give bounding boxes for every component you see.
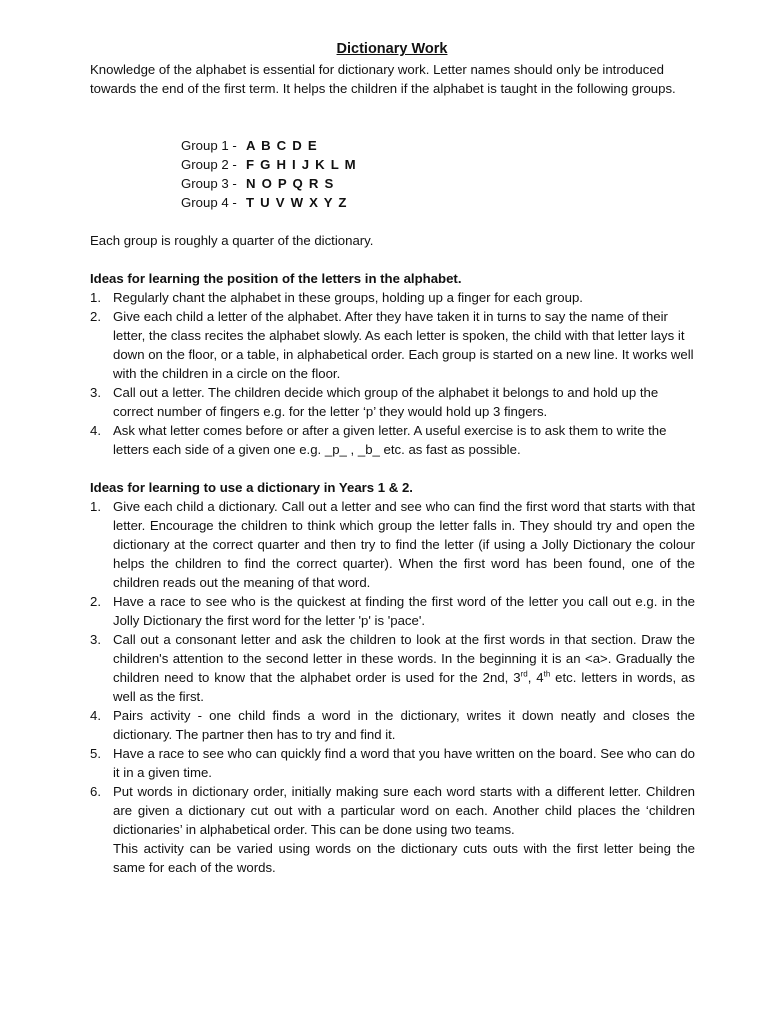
group-letters: A B C D E <box>246 138 318 153</box>
list-item <box>90 630 695 706</box>
section1-heading: Ideas for learning the position of the letters in the alphabet. <box>90 271 462 286</box>
list-item-text: Have a race to see who can quickly find a word that you have written on the board. See who can do it in a given time. <box>113 746 695 780</box>
section2-heading: Ideas for learning to use a dictionary in Years 1 & 2. <box>90 480 413 495</box>
group-row <box>181 174 481 193</box>
page-title: Dictionary Work <box>336 41 448 57</box>
alphabet-groups <box>181 136 481 212</box>
list-item-number: 3. <box>90 632 101 647</box>
list-item <box>90 782 695 877</box>
list-item-number: 4. <box>90 423 101 438</box>
section1-list <box>90 288 695 459</box>
list-item <box>90 383 695 421</box>
superscript-rd: rd <box>520 669 528 679</box>
list-item-text: Have a race to see who is the quickest at finding the first word of the letter you call out e.g. in the Jolly Dictionary the first word for the letter 'p' is 'pace'. <box>113 594 695 628</box>
list-item <box>90 307 695 383</box>
group-letters: T U V W X Y Z <box>246 195 348 210</box>
list-item <box>90 288 695 307</box>
list-item-text: Regularly chant the alphabet in these groups, holding up a finger for each group. <box>113 290 583 305</box>
list-item <box>90 497 695 592</box>
group-label: Group 3 - <box>181 176 237 191</box>
list-item-number: 2. <box>90 594 101 609</box>
list-item <box>90 744 695 782</box>
list-item <box>90 592 695 630</box>
group-label: Group 4 - <box>181 195 237 210</box>
group-row <box>181 155 481 174</box>
list-item <box>90 421 695 459</box>
list-item-text-c: etc. letters in words, as well as the first. <box>113 670 695 704</box>
list-item-text: Call out a letter. The children decide which group of the alphabet it belongs to and hold up the correct number of fingers e.g. for the letter ‘p’ they would hold up 3 fingers. <box>113 385 659 419</box>
list-item-number: 4. <box>90 708 101 723</box>
list-item-number: 6. <box>90 784 101 799</box>
list-item-number: 1. <box>90 499 101 514</box>
list-item-text: Ask what letter comes before or after a given letter. A useful exercise is to ask them to write the letters each side of a given one e.g. _p_ , _b_ etc. as fast as possible. <box>113 423 667 457</box>
list-item <box>90 706 695 744</box>
summary-paragraph: Each group is roughly a quarter of the dictionary. <box>90 233 374 248</box>
list-item-text: Put words in dictionary order, initially making sure each word starts with a different letter. Children are given a dictionary cut out with a particular word on each. Another child places the ‘children dictionaries’ in alphabetical order. This can be done using two teams. <box>113 784 695 837</box>
list-item-text-a: Call out a consonant letter and ask the children to look at the first words in that section. Draw the children's attention to the second letter in these words. In the beginning it is an <a>. Gradually the children need to know that the alphabet order is used for the 2nd, 3 <box>113 632 695 685</box>
list-item-text-continued: This activity can be varied using words on the dictionary cuts outs with the first letter being the same for each of the words. <box>113 841 695 875</box>
group-letters: N O P Q R S <box>246 176 335 191</box>
list-item-text: Give each child a dictionary. Call out a letter and see who can find the first word that starts with that letter. Encourage the children to think which group the letter falls in. They should try and open the dictionary at the correct quarter and then try to find the letter (if using a Jolly Dictionary the colour helps the children to find the correct quarter). When the first word has been found, one of the children reads out the meaning of that word. <box>113 499 695 590</box>
group-label: Group 1 - <box>181 138 237 153</box>
group-row <box>181 136 481 155</box>
group-row <box>181 193 481 212</box>
group-letters: F G H I J K L M <box>246 157 357 172</box>
intro-paragraph: Knowledge of the alphabet is essential for dictionary work. Letter names should only be introduced towards the end of the first term. It helps the children if the alphabet is taught in the following groups. <box>90 62 676 96</box>
list-item-number: 2. <box>90 309 101 324</box>
list-item-text: Pairs activity - one child finds a word in the dictionary, writes it down neatly and closes the dictionary. The partner then has to try and find it. <box>113 708 695 742</box>
superscript-th: th <box>543 669 551 679</box>
list-item-number: 5. <box>90 746 101 761</box>
group-label: Group 2 - <box>181 157 237 172</box>
list-item-number: 3. <box>90 385 101 400</box>
list-item-text: Give each child a letter of the alphabet. After they have taken it in turns to say the name of their letter, the class recites the alphabet slowly. As each letter is spoken, the child with that letter lays it down on the floor, or a table, in alphabetical order. Each group is started on a new line. It works well with the children in a circle on the floor. <box>113 309 694 381</box>
list-item-number: 1. <box>90 290 101 305</box>
section2-list <box>90 497 695 877</box>
list-item-text-b: , 4 <box>527 670 544 685</box>
